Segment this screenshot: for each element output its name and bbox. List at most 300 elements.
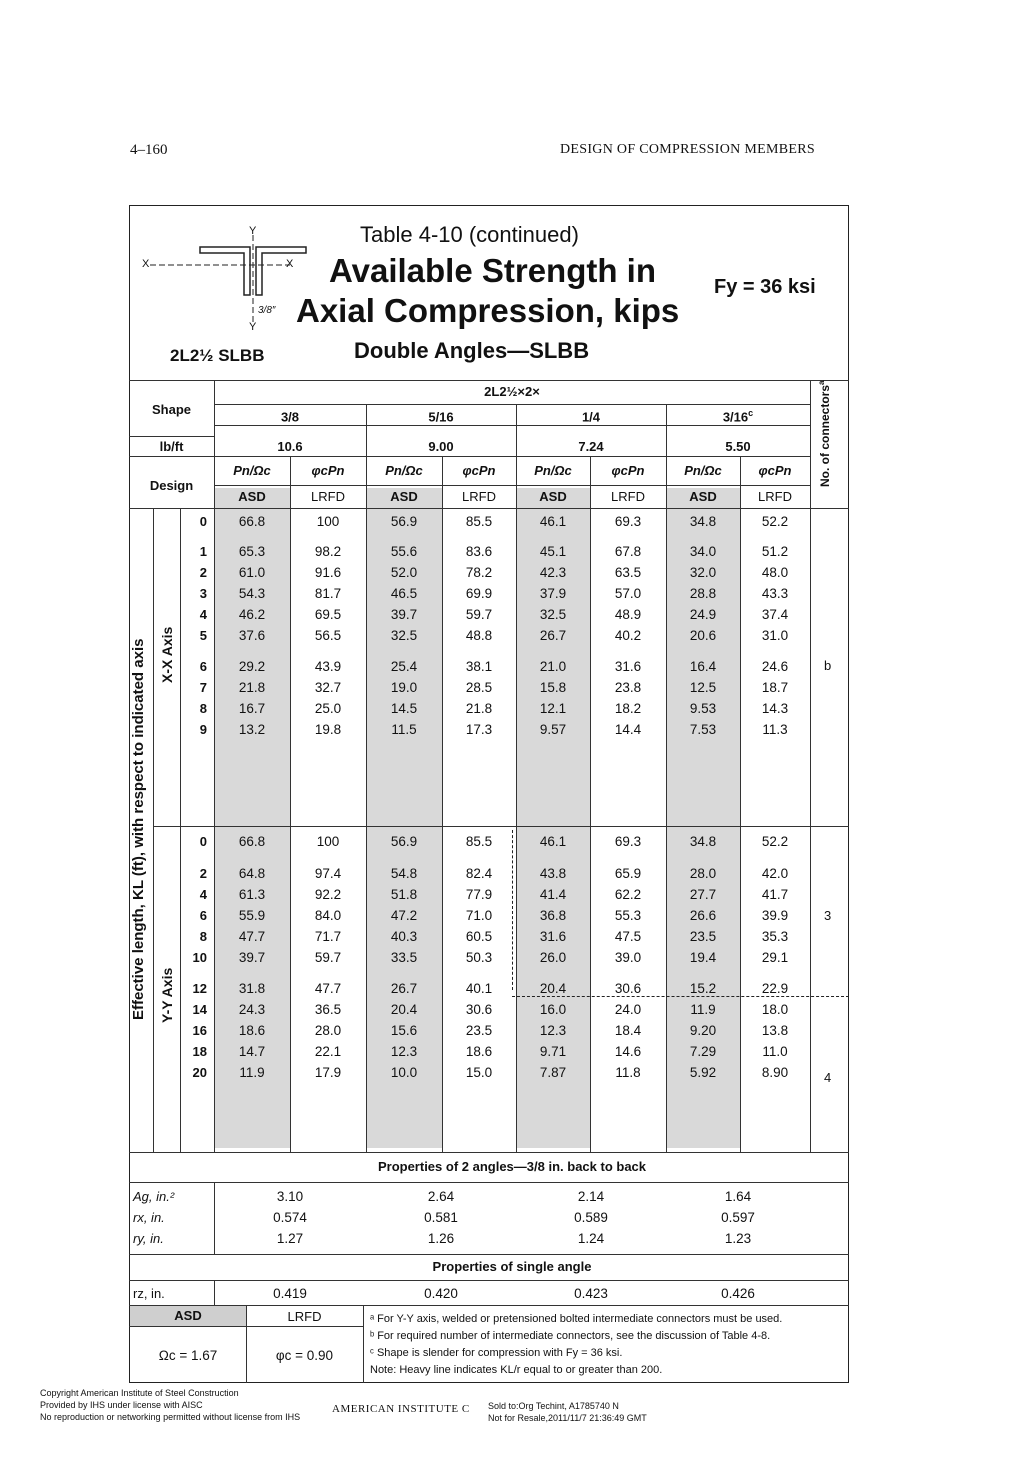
xx-connectors: b — [824, 658, 832, 673]
table-cell: 66.8 — [238, 514, 266, 529]
table-cell: 65.9 — [614, 866, 642, 881]
table-cell: 52.2 — [761, 514, 789, 529]
rule-design — [129, 508, 849, 509]
table-cell: 23.8 — [614, 680, 642, 695]
table-cell: 10.0 — [390, 1065, 418, 1080]
col-sub-4 — [740, 456, 741, 1152]
table-cell: 92.2 — [314, 887, 342, 902]
pn-omega-header: Pn/Ωc — [684, 463, 722, 478]
table-cell: 18.6 — [238, 1023, 266, 1038]
table-cell: 9.20 — [689, 1023, 717, 1038]
props1-v3: 0.423 — [574, 1286, 608, 1301]
table-cell: 54.3 — [238, 586, 266, 601]
table-cell: 55.9 — [238, 908, 266, 923]
footer-reproduction: No reproduction or networking permitted without license from IHS — [40, 1412, 301, 1422]
table-cell: 97.4 — [314, 866, 342, 881]
table-cell: 32.5 — [390, 628, 418, 643]
lbft-3: 7.24 — [578, 439, 604, 454]
table-cell: 50.3 — [465, 950, 493, 965]
table-cell: 20.4 — [390, 1002, 418, 1017]
table-cell: 41.7 — [761, 887, 789, 902]
factor-end — [363, 1305, 364, 1383]
table-cell: 69.5 — [314, 607, 342, 622]
table-cell: 9.57 — [539, 722, 567, 737]
table-cell: 39.0 — [614, 950, 642, 965]
design-label: Design — [149, 478, 194, 493]
table-cell: 22.9 — [761, 981, 789, 996]
rule-lbft — [129, 456, 810, 457]
running-head: DESIGN OF COMPRESSION MEMBERS — [560, 142, 815, 157]
table-cell: 40.1 — [465, 981, 493, 996]
table-label: Table 4-10 (continued) — [360, 222, 579, 247]
kl-value: 10 — [192, 950, 207, 965]
table-cell: 34.8 — [689, 514, 717, 529]
table-cell: 11.3 — [762, 722, 788, 737]
rule-props1-head — [129, 1280, 849, 1281]
phi-pn-header: φcPn — [758, 463, 792, 478]
asd-header: ASD — [238, 489, 266, 504]
table-cell: 11.0 — [762, 1044, 788, 1059]
table-cell: 37.6 — [238, 628, 266, 643]
table-cell: 69.3 — [614, 834, 642, 849]
table-cell: 11.8 — [615, 1065, 641, 1080]
table-cell: 69.9 — [465, 586, 493, 601]
table-cell: 9.71 — [539, 1044, 567, 1059]
lrfd-header: LRFD — [462, 489, 496, 504]
footer-publisher: AMERICAN INSTITUTE C — [332, 1403, 470, 1415]
table-cell: 81.7 — [314, 586, 342, 601]
table-cell: 19.8 — [314, 722, 342, 737]
table-cell: 33.5 — [390, 950, 418, 965]
property-value: 1.64 — [724, 1189, 752, 1204]
table-cell: 28.0 — [689, 866, 717, 881]
table-cell: 26.7 — [539, 628, 567, 643]
property-value: 0.597 — [721, 1210, 755, 1225]
property-value: 2.14 — [577, 1189, 605, 1204]
kl-value: 0 — [199, 834, 207, 849]
table-cell: 14.7 — [238, 1044, 266, 1059]
table-cell: 43.3 — [761, 586, 789, 601]
kl-value: 2 — [199, 565, 207, 580]
props1-label-line — [214, 1280, 215, 1305]
table-cell: 31.6 — [614, 659, 642, 674]
factor-asd: ASD — [130, 1306, 246, 1326]
table-cell: 18.4 — [614, 1023, 642, 1038]
table-cell: 71.0 — [465, 908, 493, 923]
xx-axis-label: X-X Axis — [159, 626, 175, 683]
table-cell: 30.6 — [465, 1002, 493, 1017]
property-label: rx, in. — [133, 1210, 165, 1225]
lbft-label: lb/ft — [159, 439, 184, 454]
table-cell: 16.4 — [689, 659, 717, 674]
kl-value: 6 — [199, 659, 207, 674]
table-cell: 39.9 — [761, 908, 789, 923]
table-cell: 21.8 — [238, 680, 266, 695]
table-cell: 40.3 — [390, 929, 418, 944]
table-cell: 71.7 — [314, 929, 342, 944]
table-cell: 27.7 — [689, 887, 717, 902]
col-line-4 — [810, 380, 811, 1152]
rule-xx-yy — [153, 826, 849, 827]
kl-value: 16 — [192, 1023, 207, 1038]
kl-value: 12 — [192, 981, 207, 996]
table-cell: 77.9 — [465, 887, 493, 902]
table-cell: 12.5 — [689, 680, 717, 695]
table-cell: 31.6 — [539, 929, 567, 944]
kl-value: 4 — [199, 607, 207, 622]
note-c: ᶜ Shape is slender for compression with Fy = 36 ksi. — [370, 1347, 623, 1359]
props2-heading: Properties of 2 angles—3/8 in. back to back — [377, 1159, 647, 1174]
props1-v1: 0.419 — [273, 1286, 307, 1301]
table-cell: 52.2 — [761, 834, 789, 849]
table-cell: 37.9 — [539, 586, 567, 601]
table-cell: 37.4 — [761, 607, 789, 622]
table-cell: 83.6 — [465, 544, 493, 559]
table-cell: 51.8 — [390, 887, 418, 902]
table-cell: 11.9 — [690, 1002, 716, 1017]
table-cell: 30.6 — [614, 981, 642, 996]
table-cell: 39.7 — [238, 950, 266, 965]
table-cell: 25.4 — [390, 659, 418, 674]
property-label: Ag, in.² — [133, 1189, 175, 1204]
table-cell: 43.9 — [314, 659, 342, 674]
table-cell: 45.1 — [539, 544, 567, 559]
table-cell: 28.5 — [465, 680, 493, 695]
col-sub-1 — [290, 456, 291, 1152]
size-2: 5/16 — [428, 409, 454, 425]
table-cell: 48.0 — [761, 565, 789, 580]
table-cell: 42.3 — [539, 565, 567, 580]
table-cell: 15.6 — [390, 1023, 418, 1038]
table-cell: 67.8 — [614, 544, 642, 559]
kl-value: 4 — [199, 887, 207, 902]
table-cell: 21.8 — [465, 701, 493, 716]
table-cell: 29.1 — [761, 950, 789, 965]
col-line-3 — [666, 404, 667, 1152]
table-cell: 85.5 — [465, 834, 493, 849]
table-cell: 55.6 — [390, 544, 418, 559]
table-cell: 14.3 — [761, 701, 789, 716]
asd-header: ASD — [689, 489, 717, 504]
table-cell: 54.8 — [390, 866, 418, 881]
col-line-2 — [516, 404, 517, 1152]
phi-pn-header: φcPn — [462, 463, 496, 478]
table-cell: 5.92 — [689, 1065, 717, 1080]
property-value: 3.10 — [276, 1189, 304, 1204]
table-cell: 51.2 — [761, 544, 789, 559]
table-cell: 59.7 — [465, 607, 493, 622]
table-cell: 62.2 — [614, 887, 642, 902]
table-cell: 12.3 — [390, 1044, 418, 1059]
asd-header: ASD — [539, 489, 567, 504]
property-value: 1.24 — [577, 1231, 605, 1246]
table-cell: 16.7 — [238, 701, 266, 716]
table-cell: 32.0 — [689, 565, 717, 580]
table-cell: 9.53 — [689, 701, 717, 716]
table-cell: 17.9 — [314, 1065, 342, 1080]
table-cell: 56.9 — [390, 514, 418, 529]
table-cell: 61.3 — [238, 887, 266, 902]
props1-v4: 0.426 — [721, 1286, 755, 1301]
property-value: 0.589 — [574, 1210, 608, 1225]
table-cell: 8.90 — [761, 1065, 789, 1080]
kl-value: 6 — [199, 908, 207, 923]
table-cell: 23.5 — [465, 1023, 493, 1038]
table-cell: 34.8 — [689, 834, 717, 849]
phi-pn-header: φcPn — [611, 463, 645, 478]
table-cell: 34.0 — [689, 544, 717, 559]
table-cell: 14.5 — [390, 701, 418, 716]
diagram-gap: 3/8″ — [258, 305, 276, 316]
table-cell: 41.4 — [539, 887, 567, 902]
table-title-1: Available Strength in — [329, 252, 657, 289]
table-cell: 23.5 — [689, 929, 717, 944]
table-cell: 13.8 — [761, 1023, 789, 1038]
table-cell: 31.0 — [761, 628, 789, 643]
table-cell: 7.29 — [689, 1044, 717, 1059]
table-cell: 57.0 — [614, 586, 642, 601]
table-cell: 14.6 — [614, 1044, 642, 1059]
effective-length-label: Effective length, KL (ft), with respect to indicated axis — [130, 638, 147, 1020]
table-cell: 98.2 — [314, 544, 342, 559]
size-1: 3/8 — [280, 409, 300, 425]
rule-props1-top — [129, 1254, 849, 1255]
table-cell: 28.0 — [314, 1023, 342, 1038]
heavy-line-h — [512, 996, 849, 997]
col-line-0 — [214, 380, 215, 1152]
table-cell: 63.5 — [614, 565, 642, 580]
rule-pn — [214, 485, 810, 486]
table-cell: 59.7 — [314, 950, 342, 965]
page-number: 4–160 — [130, 142, 168, 158]
pn-omega-header: Pn/Ωc — [385, 463, 423, 478]
rule-props-head — [129, 1182, 849, 1183]
table-cell: 7.53 — [689, 722, 717, 737]
table-cell: 64.8 — [238, 866, 266, 881]
table-cell: 100 — [316, 834, 340, 849]
kl-value: 8 — [199, 929, 207, 944]
note-a: ᵃ For Y-Y axis, welded or pretensioned bolted intermediate connectors must be used. — [370, 1313, 783, 1325]
table-cell: 24.3 — [238, 1002, 266, 1017]
props-label-line — [214, 1182, 215, 1254]
table-cell: 48.9 — [614, 607, 642, 622]
lbft-1: 10.6 — [277, 439, 303, 454]
kl-value: 20 — [192, 1065, 207, 1080]
kl-value: 7 — [199, 680, 207, 695]
pn-omega-header: Pn/Ωc — [534, 463, 572, 478]
table-cell: 22.1 — [314, 1044, 342, 1059]
lrfd-header: LRFD — [611, 489, 645, 504]
section-label: 2L2½ SLBB — [170, 346, 265, 365]
factor-phi: φc = 0.90 — [275, 1348, 334, 1363]
kl-value: 3 — [199, 586, 207, 601]
table-cell: 46.2 — [238, 607, 266, 622]
size-4: 3/16$^c$ — [722, 408, 754, 425]
table-cell: 24.9 — [689, 607, 717, 622]
table-cell: 35.3 — [761, 929, 789, 944]
table-cell: 12.3 — [539, 1023, 567, 1038]
table-cell: 82.4 — [465, 866, 493, 881]
props1-label: rz, in. — [133, 1286, 165, 1301]
kl-value: 0 — [199, 514, 207, 529]
shape-value: 2L2½×2× — [484, 384, 540, 399]
table-cell: 18.2 — [614, 701, 642, 716]
shape-label: Shape — [151, 402, 191, 417]
table-cell: 66.8 — [238, 834, 266, 849]
table-cell: 12.1 — [539, 701, 567, 716]
table-cell: 91.6 — [314, 565, 342, 580]
table-cell: 19.4 — [689, 950, 717, 965]
rule-props-head-top — [129, 1152, 849, 1153]
connectors-label: No. of connectors$^a$ — [817, 380, 832, 487]
table-cell: 18.7 — [761, 680, 789, 695]
table-cell: 38.1 — [465, 659, 493, 674]
table-cell: 43.8 — [539, 866, 567, 881]
table-cell: 7.87 — [539, 1065, 567, 1080]
table-cell: 52.0 — [390, 565, 418, 580]
table-cell: 19.0 — [390, 680, 418, 695]
phi-pn-header: φcPn — [311, 463, 345, 478]
rule-shape-lbl — [129, 436, 214, 437]
size-3: 1/4 — [581, 409, 601, 425]
table-cell: 18.6 — [465, 1044, 493, 1059]
table-cell: 48.8 — [465, 628, 493, 643]
table-cell: 11.5 — [391, 722, 417, 737]
table-cell: 24.6 — [761, 659, 789, 674]
table-cell: 42.0 — [761, 866, 789, 881]
footer-sold: Sold to:Org Techint, A1785740 N — [488, 1401, 619, 1411]
note-b: ᵇ For required number of intermediate connectors, see the discussion of Table 4-8. — [370, 1330, 771, 1342]
diagram-x-right: X — [286, 258, 294, 270]
kl-value: 8 — [199, 701, 207, 716]
kl-value: 14 — [192, 1002, 207, 1017]
rule-size — [214, 425, 810, 426]
table-cell: 55.3 — [614, 908, 642, 923]
table-cell: 24.0 — [614, 1002, 642, 1017]
lbft-2: 9.00 — [428, 439, 454, 454]
footer-resale: Not for Resale,2011/11/7 21:36:49 GMT — [488, 1413, 647, 1423]
property-value: 0.574 — [273, 1210, 307, 1225]
pn-omega-header: Pn/Ωc — [233, 463, 271, 478]
table-cell: 15.0 — [465, 1065, 493, 1080]
table-cell: 100 — [316, 514, 340, 529]
table-title-2: Axial Compression, kips — [296, 292, 680, 329]
table-cell: 46.5 — [390, 586, 418, 601]
table-cell: 17.3 — [465, 722, 493, 737]
col-line-1 — [366, 404, 367, 1152]
lrfd-header: LRFD — [758, 489, 792, 504]
table-cell: 20.4 — [539, 981, 567, 996]
property-value: 1.26 — [427, 1231, 455, 1246]
col-sub-2 — [442, 456, 443, 1152]
lrfd-header: LRFD — [311, 489, 345, 504]
table-cell: 28.8 — [689, 586, 717, 601]
double-angle-icon — [140, 225, 310, 335]
table-cell: 26.0 — [539, 950, 567, 965]
table-cell: 31.8 — [238, 981, 266, 996]
table-cell: 60.5 — [465, 929, 493, 944]
fy-label: Fy = 36 ksi — [714, 276, 816, 298]
table-cell: 36.8 — [539, 908, 567, 923]
table-subtitle: Double Angles—SLBB — [354, 338, 590, 363]
property-value: 2.64 — [427, 1189, 455, 1204]
table-cell: 15.2 — [689, 981, 717, 996]
table-cell: 32.5 — [539, 607, 567, 622]
table-cell: 46.1 — [539, 514, 567, 529]
table-cell: 39.7 — [390, 607, 418, 622]
table-cell: 85.5 — [465, 514, 493, 529]
asd-header: ASD — [390, 489, 418, 504]
table-cell: 21.0 — [539, 659, 567, 674]
diagram-y-bottom: Y — [249, 321, 257, 333]
note-heavy: Note: Heavy line indicates KL/r equal to or greater than 200. — [370, 1364, 663, 1376]
table-cell: 16.0 — [539, 1002, 567, 1017]
table-cell: 47.5 — [614, 929, 642, 944]
kl-value: 1 — [199, 544, 207, 559]
table-cell: 46.1 — [539, 834, 567, 849]
table-cell: 15.8 — [539, 680, 567, 695]
table-cell: 47.7 — [314, 981, 342, 996]
table-cell: 56.5 — [314, 628, 342, 643]
diagram-x-left: X — [142, 258, 150, 270]
diagram-y-top: Y — [249, 225, 257, 237]
yy-connectors-2: 4 — [824, 1070, 832, 1085]
yy-axis-label: Y-Y Axis — [159, 967, 175, 1023]
table-cell: 84.0 — [314, 908, 342, 923]
table-cell: 26.7 — [390, 981, 418, 996]
table-cell: 47.7 — [238, 929, 266, 944]
table-cell: 29.2 — [238, 659, 266, 674]
table-cell: 25.0 — [314, 701, 342, 716]
property-value: 1.23 — [724, 1231, 752, 1246]
footer-provided: Provided by IHS under license with AISC — [40, 1400, 203, 1410]
rule-title — [129, 380, 849, 381]
kl-value: 5 — [199, 628, 207, 643]
table-cell: 47.2 — [390, 908, 418, 923]
axis-line-1 — [153, 508, 154, 1152]
property-label: ry, in. — [133, 1231, 164, 1246]
table-cell: 32.7 — [314, 680, 342, 695]
table-cell: 26.6 — [689, 908, 717, 923]
table-cell: 18.0 — [761, 1002, 789, 1017]
footer-copyright: Copyright American Institute of Steel Construction — [40, 1388, 239, 1398]
factor-omega: Ωc = 1.67 — [158, 1348, 218, 1363]
table-cell: 36.5 — [314, 1002, 342, 1017]
table-cell: 20.6 — [689, 628, 717, 643]
props1-heading: Properties of single angle — [432, 1259, 592, 1274]
col-sub-3 — [590, 456, 591, 1152]
property-value: 0.581 — [424, 1210, 458, 1225]
section-diagram — [140, 225, 310, 335]
props1-v2: 0.420 — [424, 1286, 458, 1301]
kl-value: 2 — [199, 866, 207, 881]
heavy-line-v — [512, 830, 513, 990]
kl-value: 18 — [192, 1044, 207, 1059]
table-cell: 78.2 — [465, 565, 493, 580]
table-cell: 13.2 — [238, 722, 266, 737]
table-cell: 61.0 — [238, 565, 266, 580]
table-cell: 40.2 — [614, 628, 642, 643]
table-cell: 69.3 — [614, 514, 642, 529]
lbft-4: 5.50 — [725, 439, 751, 454]
table-cell: 65.3 — [238, 544, 266, 559]
property-value: 1.27 — [276, 1231, 304, 1246]
table-cell: 56.9 — [390, 834, 418, 849]
kl-value: 9 — [199, 722, 207, 737]
rule-shape — [214, 404, 810, 405]
table-cell: 11.9 — [239, 1065, 265, 1080]
factor-lrfd: LRFD — [287, 1309, 322, 1324]
